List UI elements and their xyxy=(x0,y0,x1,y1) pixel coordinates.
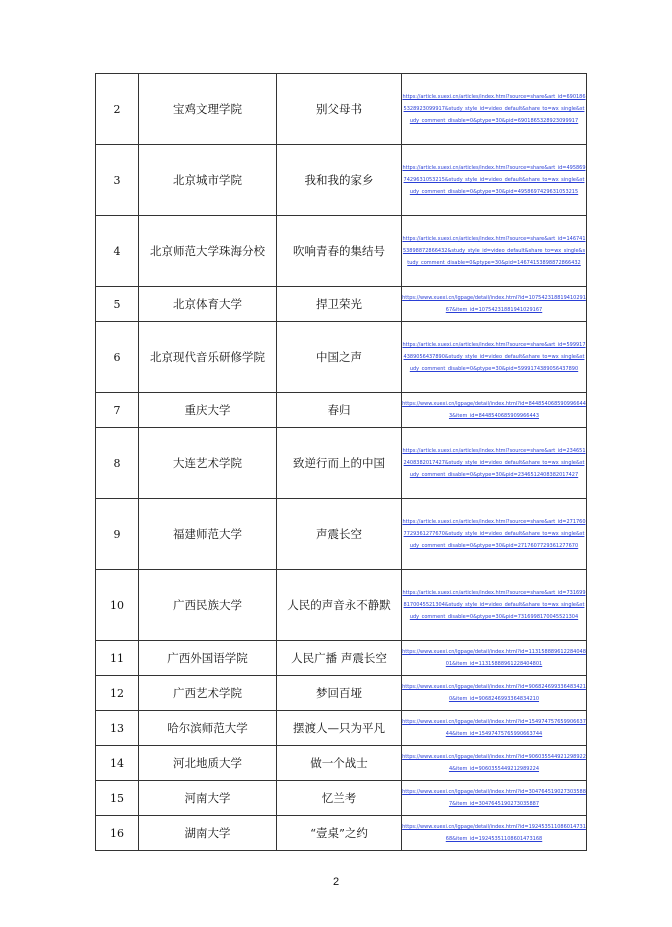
table-row xyxy=(96,145,587,216)
table-row xyxy=(96,816,587,851)
work-link[interactable]: https://article.xuexi.cn/articles/index.html?source=share&art_id=7316998170045521304&study_style_id=video_default&share_to=wx_single&study_comment_disable=0&ptype=30&pid=7316998170045521304 xyxy=(402,590,586,620)
school-name: 北京现代音乐研修学院 xyxy=(139,322,277,393)
table-row xyxy=(96,676,587,711)
row-number: 10 xyxy=(96,570,139,641)
work-link[interactable]: https://article.xuexi.cn/articles/index.html?source=share&art_id=2717607729361277670&study_style_id=video_default&share_to=wx_single&study_comment_disable=0&ptype=30&pid=2717607729361277670 xyxy=(402,519,586,549)
work-title: 致逆行而上的中国 xyxy=(277,428,402,499)
row-number: 9 xyxy=(96,499,139,570)
work-link[interactable]: https://www.xuexi.cn/lgpage/detail/index.html?id=19245351108601473168&item_id=19245351108601473168 xyxy=(402,824,586,842)
row-number: 16 xyxy=(96,816,139,851)
table-row xyxy=(96,216,587,287)
school-name: 河南大学 xyxy=(139,781,277,816)
school-name: 北京体育大学 xyxy=(139,287,277,322)
table-row xyxy=(96,393,587,428)
school-name: 北京城市学院 xyxy=(139,145,277,216)
work-link[interactable]: https://article.xuexi.cn/articles/index.html?source=share&art_id=14674153898872866432&study_style_id=video_default&share_to=wx_single&study_comment_disable=0&ptype=30&pid=14674153898872866432 xyxy=(402,236,586,266)
work-title: 捍卫荣光 xyxy=(277,287,402,322)
page-number: 2 xyxy=(332,876,340,888)
table-row xyxy=(96,781,587,816)
work-title: 人民广播 声震长空 xyxy=(277,641,402,676)
work-title: “壹桌”之约 xyxy=(277,816,402,851)
work-link[interactable]: https://www.xuexi.cn/lgpage/detail/index.html?id=8448540685909966443&item_id=8448540685909966443 xyxy=(402,401,586,419)
table-row xyxy=(96,287,587,322)
school-name: 哈尔滨师范大学 xyxy=(139,711,277,746)
school-name: 广西外国语学院 xyxy=(139,641,277,676)
school-name: 湖南大学 xyxy=(139,816,277,851)
work-link[interactable]: https://article.xuexi.cn/articles/index.html?source=share&art_id=6901865328923099917&study_style_id=video_default&share_to=wx_single&study_comment_disable=0&ptype=30&pid=6901865328923099917 xyxy=(402,94,586,124)
school-name: 广西民族大学 xyxy=(139,570,277,641)
table-row xyxy=(96,570,587,641)
work-title: 忆兰考 xyxy=(277,781,402,816)
work-link[interactable]: https://article.xuexi.cn/articles/index.html?source=share&art_id=4958697429631053215&study_style_id=video_default&share_to=wx_single&study_comment_disable=0&ptype=30&pid=4958697429631053215 xyxy=(402,165,586,195)
school-name: 重庆大学 xyxy=(139,393,277,428)
row-number: 3 xyxy=(96,145,139,216)
work-title: 做一个战士 xyxy=(277,746,402,781)
school-name: 广西艺术学院 xyxy=(139,676,277,711)
table-row xyxy=(96,322,587,393)
work-title: 人民的声音永不静默 xyxy=(277,570,402,641)
work-link[interactable]: https://www.xuexi.cn/lgpage/detail/index.html?id=9068246993364834210&item_id=9068246993364834210 xyxy=(402,684,586,702)
work-link[interactable]: https://www.xuexi.cn/lgpage/detail/index.html?id=15497475765990663744&item_id=15497475765990663744 xyxy=(402,719,586,737)
work-link[interactable]: https://www.xuexi.cn/lgpage/detail/index.html?id=3047645190273035887&item_id=3047645190273035887 xyxy=(402,789,586,807)
table-row xyxy=(96,499,587,570)
row-number: 5 xyxy=(96,287,139,322)
school-name: 大连艺术学院 xyxy=(139,428,277,499)
work-title: 梦回百垭 xyxy=(277,676,402,711)
works-table xyxy=(95,73,587,851)
row-number: 15 xyxy=(96,781,139,816)
work-title: 别父母书 xyxy=(277,74,402,145)
table-row xyxy=(96,74,587,145)
work-title: 吹响青春的集结号 xyxy=(277,216,402,287)
work-title: 中国之声 xyxy=(277,322,402,393)
table-row xyxy=(96,641,587,676)
row-number: 11 xyxy=(96,641,139,676)
work-link[interactable]: https://www.xuexi.cn/lgpage/detail/index.html?id=9060355449212989224&item_id=9060355449212989224 xyxy=(402,754,586,772)
work-title: 声震长空 xyxy=(277,499,402,570)
work-link[interactable]: https://article.xuexi.cn/articles/index.html?source=share&art_id=2346512408382017427&study_style_id=video_default&share_to=wx_single&study_comment_disable=0&ptype=30&pid=2346512408382017427 xyxy=(402,448,586,478)
row-number: 6 xyxy=(96,322,139,393)
row-number: 2 xyxy=(96,74,139,145)
work-link[interactable]: https://article.xuexi.cn/articles/index.html?source=share&art_id=5999174389056437890&study_style_id=video_default&share_to=wx_single&study_comment_disable=0&ptype=30&pid=5999174389056437890 xyxy=(402,342,586,372)
row-number: 7 xyxy=(96,393,139,428)
work-link[interactable]: https://www.xuexi.cn/lgpage/detail/index.html?id=11315888961228404801&item_id=11315888961228404801 xyxy=(402,649,586,667)
row-number: 12 xyxy=(96,676,139,711)
row-number: 14 xyxy=(96,746,139,781)
table-row xyxy=(96,746,587,781)
table-row xyxy=(96,711,587,746)
table-row xyxy=(96,428,587,499)
school-name: 福建师范大学 xyxy=(139,499,277,570)
school-name: 宝鸡文理学院 xyxy=(139,74,277,145)
work-link[interactable]: https://www.xuexi.cn/lgpage/detail/index.html?id=10754231881941029167&item_id=10754231881941029167 xyxy=(402,295,586,313)
work-title: 春归 xyxy=(277,393,402,428)
school-name: 北京师范大学珠海分校 xyxy=(139,216,277,287)
row-number: 4 xyxy=(96,216,139,287)
work-title: 我和我的家乡 xyxy=(277,145,402,216)
row-number: 8 xyxy=(96,428,139,499)
row-number: 13 xyxy=(96,711,139,746)
work-title: 摆渡人—只为平凡 xyxy=(277,711,402,746)
school-name: 河北地质大学 xyxy=(139,746,277,781)
